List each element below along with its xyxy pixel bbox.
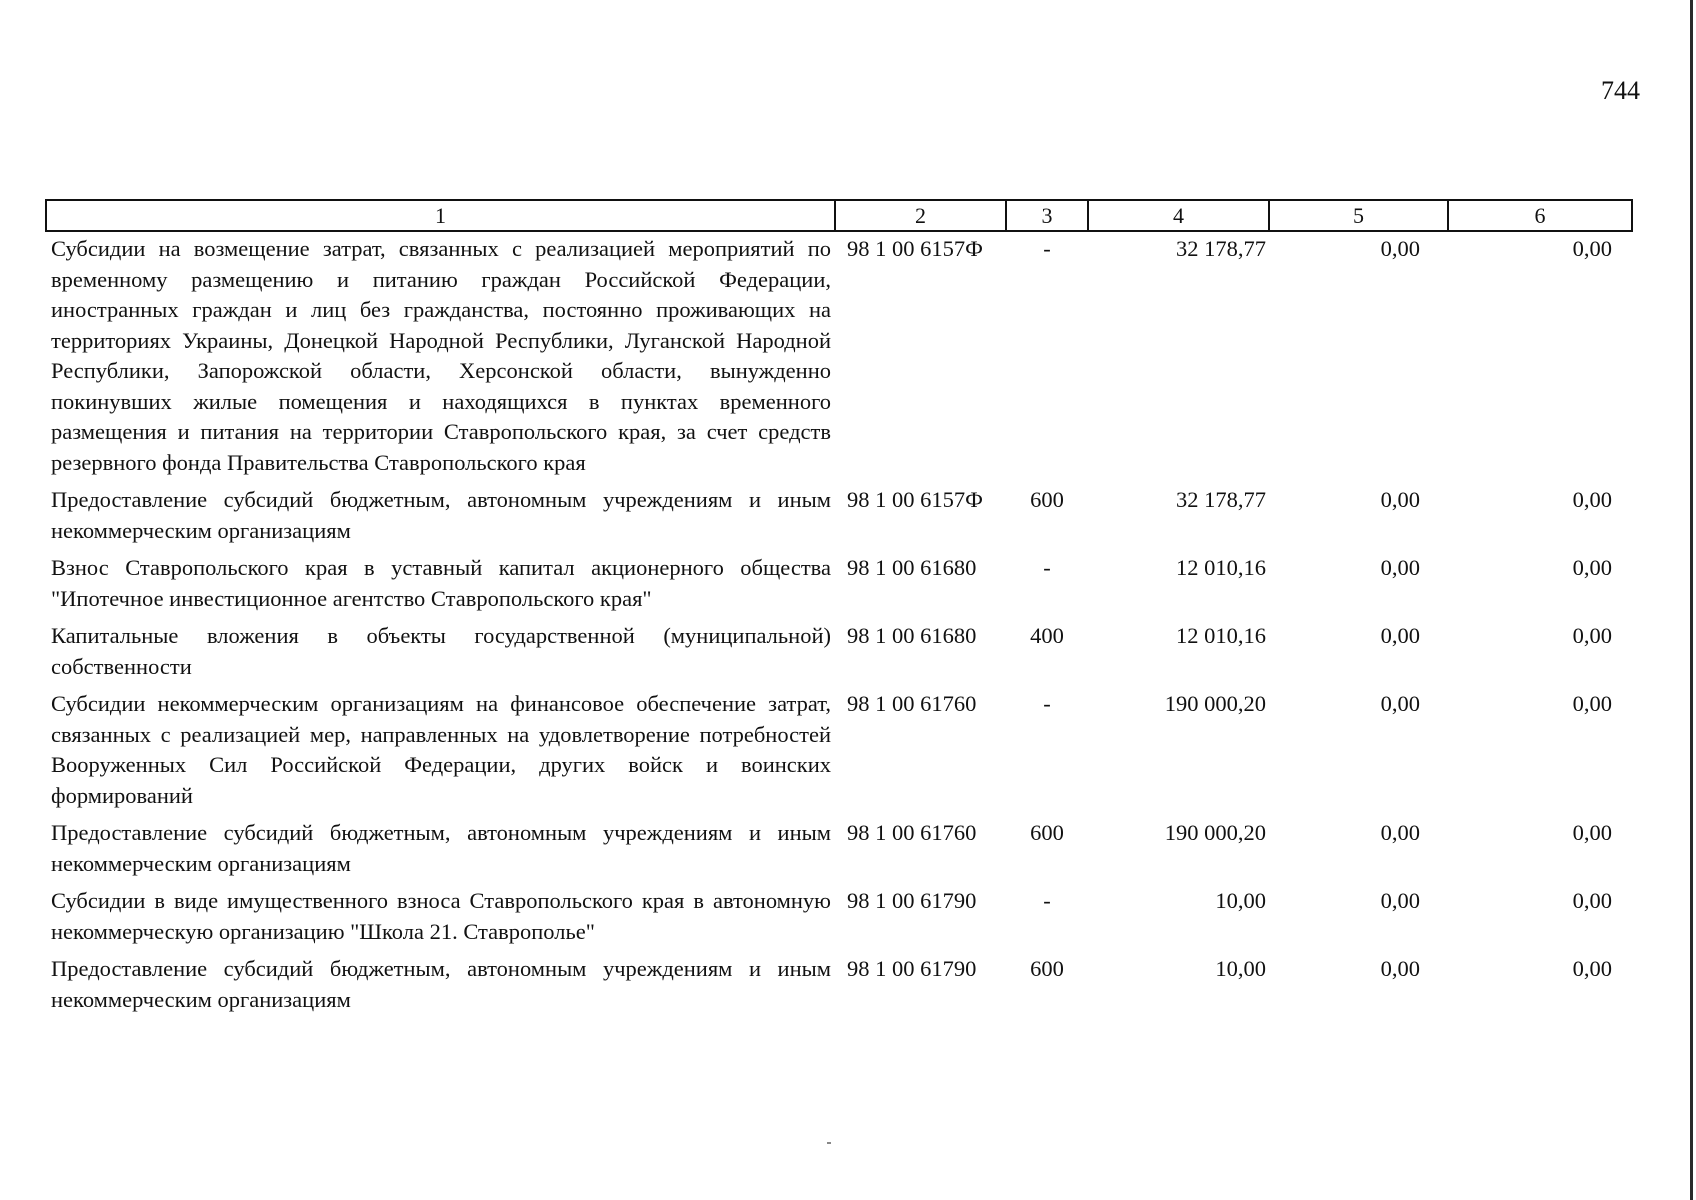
row-name: Предоставление субсидий бюджетным, автономным учреждениям и иным некоммерческим организациям: [51, 956, 831, 1012]
page-number: 744: [1601, 76, 1640, 105]
row-type: -: [1043, 888, 1051, 913]
row-name: Взнос Ставропольского края в уставный капитал акционерного общества "Ипотечное инвестиционное агентство Ставропольского края": [51, 555, 831, 611]
row-name: Субсидии на возмещение затрат, связанных с реализацией мероприятий по временному размещению и питанию граждан Российской Федерации, иностранных граждан и лиц без гражданства, постоянно проживающих на территориях Украины, Донецкой Народной Республики, Луганской Народной Республики, Запорожской области, Херсонской области, вынужденно покинувших жилые помещения и находящихся в пунктах временного размещения и питания на территории Ставропольского края, за счет средств резервного фонда Правительства Ставропольского края: [51, 236, 831, 475]
row-col6: 0,00: [1572, 888, 1612, 913]
row-col5: 0,00: [1380, 820, 1420, 845]
row-name: Субсидии некоммерческим организациям на финансовое обеспечение затрат, связанных с реализацией мер, направленных на удовлетворение потребностей Вооруженных Сил Российской Федерации, других войск и воинских формирований: [51, 691, 831, 808]
row-col5: 0,00: [1380, 888, 1420, 913]
table-row: [46, 818, 1632, 886]
table-row: [46, 886, 1632, 954]
row-amount: 190 000,20: [1164, 691, 1266, 716]
header-col-2: 2: [835, 200, 1006, 231]
row-amount: 32 178,77: [1176, 487, 1266, 512]
row-name: Субсидии в виде имущественного взноса Ставропольского края в автономную некоммерческую организацию "Школа 21. Ставрополье": [51, 888, 831, 944]
row-type: -: [1043, 691, 1051, 716]
row-type: 400: [1030, 623, 1064, 648]
budget-table: [45, 199, 1633, 1022]
row-col5: 0,00: [1380, 691, 1420, 716]
row-col6: 0,00: [1572, 691, 1612, 716]
row-code: 98 1 00 61680: [847, 555, 977, 580]
row-col6: 0,00: [1572, 555, 1612, 580]
header-col-3: 3: [1006, 200, 1088, 231]
scan-artifact-dot: [827, 1142, 831, 1144]
header-col-1: 1: [46, 200, 835, 231]
row-type: -: [1043, 236, 1051, 261]
row-col6: 0,00: [1572, 956, 1612, 981]
table-row: [46, 689, 1632, 818]
table-row: [46, 954, 1632, 1022]
row-col6: 0,00: [1572, 623, 1612, 648]
row-code: 98 1 00 61760: [847, 820, 977, 845]
header-col-6: 6: [1448, 200, 1632, 231]
row-code: 98 1 00 61790: [847, 888, 977, 913]
row-code: 98 1 00 6157Ф: [847, 487, 983, 512]
row-name: Капитальные вложения в объекты государственной (муниципальной) собственности: [51, 623, 831, 679]
table-row: [46, 621, 1632, 689]
row-col5: 0,00: [1380, 623, 1420, 648]
row-col6: 0,00: [1572, 820, 1612, 845]
row-type: -: [1043, 555, 1051, 580]
table-row: [46, 485, 1632, 553]
row-col6: 0,00: [1572, 487, 1612, 512]
row-code: 98 1 00 61790: [847, 956, 977, 981]
row-type: 600: [1030, 820, 1064, 845]
row-code: 98 1 00 61680: [847, 623, 977, 648]
row-amount: 12 010,16: [1176, 623, 1266, 648]
row-amount: 10,00: [1215, 956, 1266, 981]
row-col5: 0,00: [1380, 487, 1420, 512]
row-amount: 12 010,16: [1176, 555, 1266, 580]
header-col-4: 4: [1088, 200, 1269, 231]
header-row: [46, 200, 1632, 231]
row-col5: 0,00: [1380, 236, 1420, 261]
table-row: [46, 231, 1632, 485]
scan-edge-line: [1690, 0, 1693, 1200]
row-amount: 32 178,77: [1176, 236, 1266, 261]
row-amount: 190 000,20: [1164, 820, 1266, 845]
row-amount: 10,00: [1215, 888, 1266, 913]
row-code: 98 1 00 61760: [847, 691, 977, 716]
row-name: Предоставление субсидий бюджетным, автономным учреждениям и иным некоммерческим организациям: [51, 820, 831, 876]
row-type: 600: [1030, 956, 1064, 981]
table-row: [46, 553, 1632, 621]
row-name: Предоставление субсидий бюджетным, автономным учреждениям и иным некоммерческим организациям: [51, 487, 831, 543]
row-col6: 0,00: [1572, 236, 1612, 261]
header-col-5: 5: [1269, 200, 1448, 231]
row-col5: 0,00: [1380, 555, 1420, 580]
row-code: 98 1 00 6157Ф: [847, 236, 983, 261]
row-type: 600: [1030, 487, 1064, 512]
row-col5: 0,00: [1380, 956, 1420, 981]
